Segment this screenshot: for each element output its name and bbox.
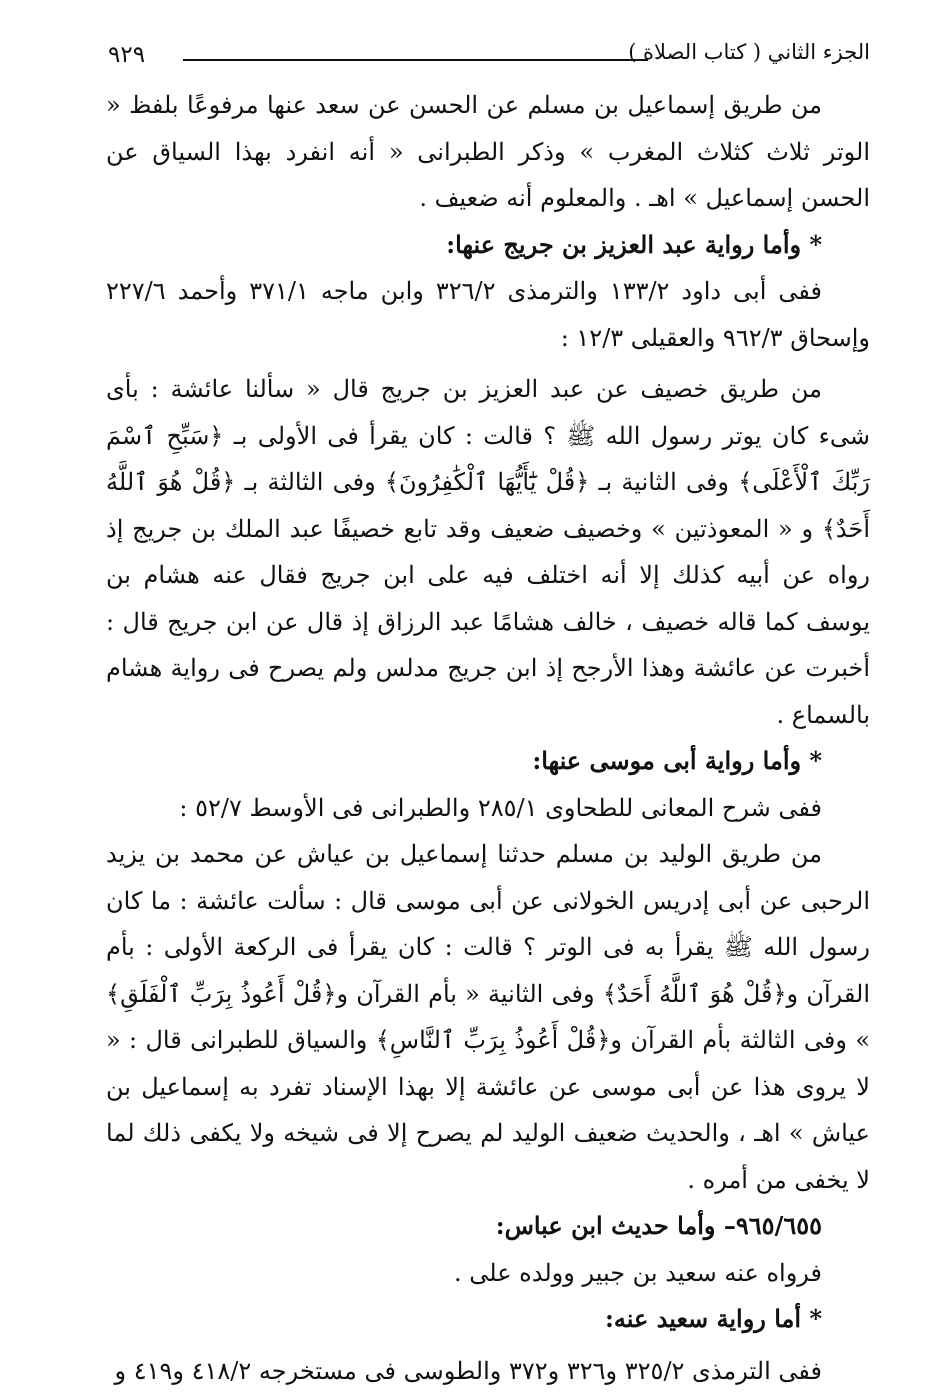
paragraph-2: ففى أبى داود ١٣٣/٢ والترمذى ٣٢٦/٢ وابن ماجه ٣٧١/١ وأحمد ٢٢٧/٦ وإسحاق ٩٦٢/٣ والعقيلى ١٢/٣ :	[106, 268, 870, 361]
paragraph-3: من طريق خصيف عن عبد العزيز بن جريج قال « سألنا عائشة : بأى شىء كان يوتر رسول الله ﷺ ؟ قالت : كان يقرأ فى الأولى بـ ﴿سَبِّحِ ٱسْمَ رَبِّكَ ٱلْأَعْلَى﴾ وفى الثانية بـ ﴿قُلْ يَٰٓأَيُّهَا ٱلْكَٰفِرُونَ﴾ وفى الثالثة بـ ﴿قُلْ هُوَ ٱللَّهُ أَحَدٌ﴾ و « المعوذتين » وخصيف ضعيف وقد تابع خصيفًا عبد الملك بن جريج إذ رواه عن أبيه كذلك إلا أنه اختلف فيه على ابن جريج فقال عنه هشام بن يوسف كما قاله خصيف ، خالف هشامًا عبد الرزاق إذ قال عن ابن جريج قال : أخبرت عن عائشة وهذا الأرجح إذ ابن جريج مدلس ولم يصرح فى رواية هشام بالسماع .	[106, 366, 870, 738]
running-head: الجزء الثاني ( كتاب الصلاة )	[650, 40, 870, 64]
header-rule	[183, 59, 648, 61]
paragraph-1: من طريق إسماعيل بن مسلم عن الحسن عن سعد عنها مرفوعًا بلفظ « الوتر ثلاث كثلاث المغرب » وذكر الطبرانى « أنه انفرد بهذا السياق عن الحسن إسماعيل » اهـ . والمعلوم أنه ضعيف .	[106, 82, 870, 222]
heading-abdulaziz-narration: * وأما رواية عبد العزيز بن جريج عنها:	[106, 222, 870, 269]
paragraph-7: ففى الترمذى ٣٢٥/٢ و٣٢٦ و٣٧٢ والطوسى فى مستخرجه ٤١٨/٢ و٤١٩ و	[106, 1348, 870, 1394]
page-number: ٩٢٩	[108, 42, 178, 68]
paragraph-5: من طريق الوليد بن مسلم حدثنا إسماعيل بن عياش عن محمد بن يزيد الرحبى عن أبى إدريس الخولانى عن أبى موسى قال : سألت عائشة : ما كان رسول الله ﷺ يقرأ به فى الوتر ؟ قالت : كان يقرأ فى الركعة الأولى : بأم القرآن و﴿قُلْ هُوَ ٱللَّهُ أَحَدٌ﴾ وفى الثانية « بأم القرآن و﴿قُلْ أَعُوذُ بِرَبِّ ٱلْفَلَقِ﴾ » وفى الثالثة بأم القرآن و﴿قُلْ أَعُوذُ بِرَبِّ ٱلنَّاسِ﴾ والسياق للطبرانى قال : « لا يروى هذا عن أبى موسى عن عائشة إلا بهذا الإسناد تفرد به إسماعيل بن عياش » اهـ ، والحديث ضعيف الوليد لم يصرح إلا فى شيخه ولا يكفى ذلك لما لا يخفى من أمره .	[106, 831, 870, 1203]
page-body	[106, 82, 870, 1394]
heading-ibn-abbas-hadith: ٩٦٥/٦٥٥– وأما حديث ابن عباس:	[106, 1203, 870, 1250]
page-header	[108, 38, 870, 78]
heading-said-narration: * أما رواية سعيد عنه:	[106, 1296, 870, 1343]
paragraph-6: فرواه عنه سعيد بن جبير وولده على .	[106, 1250, 870, 1297]
heading-abu-musa-narration: * وأما رواية أبى موسى عنها:	[106, 738, 870, 785]
paragraph-4: ففى شرح المعانى للطحاوى ٢٨٥/١ والطبرانى فى الأوسط ٥٢/٧ :	[106, 785, 870, 832]
